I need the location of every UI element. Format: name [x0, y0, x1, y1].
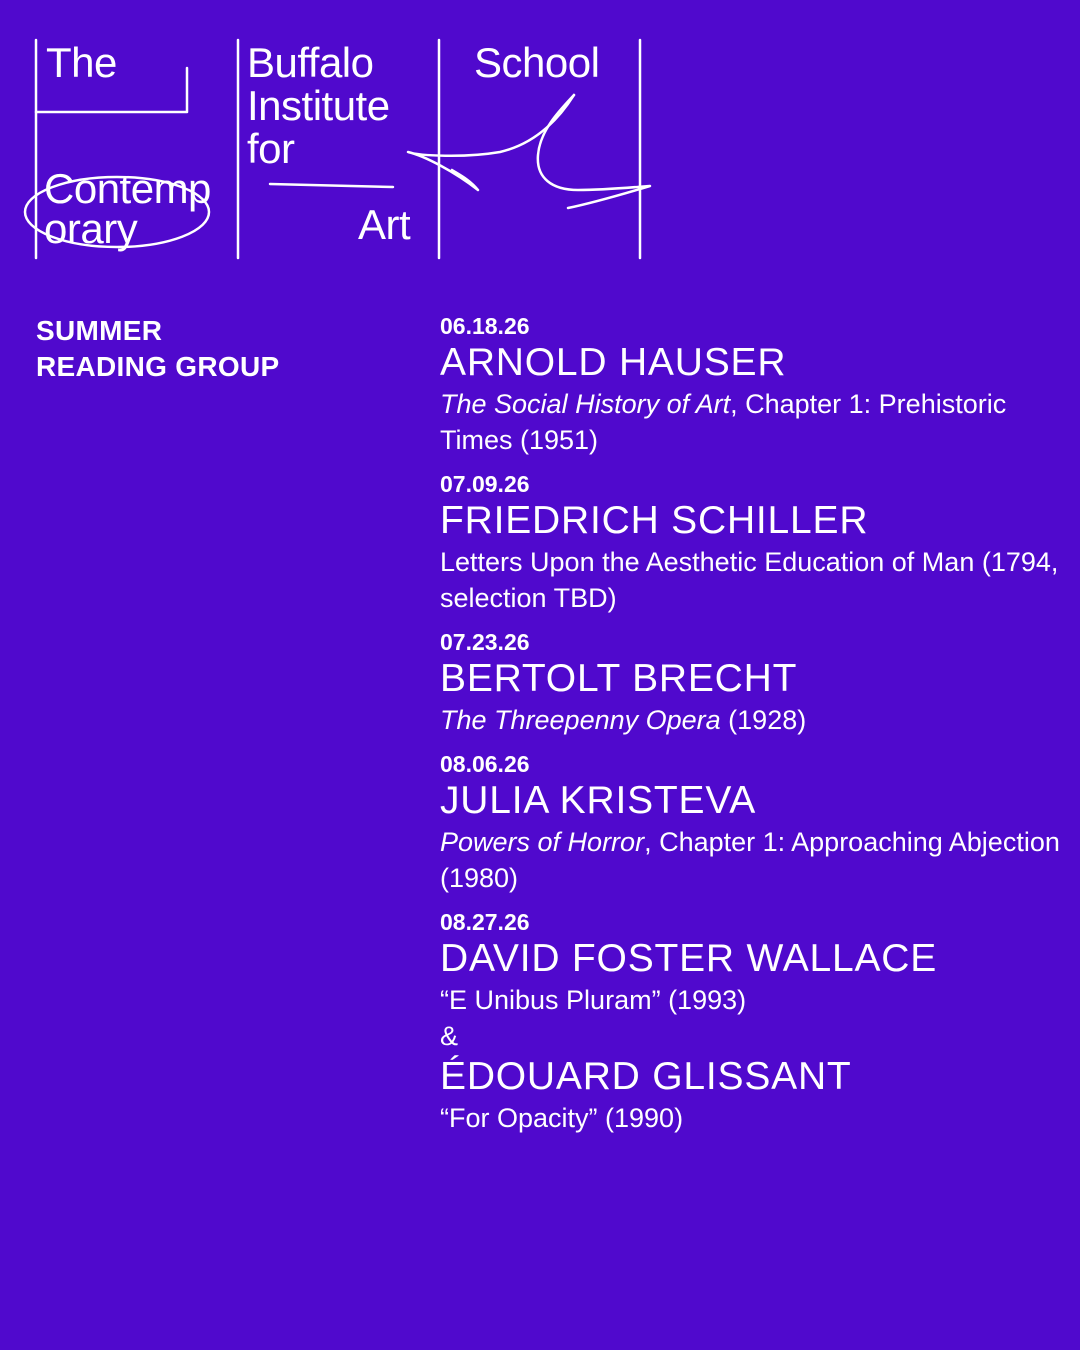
event-author: BERTOLT BRECHT	[440, 657, 798, 700]
reading-details: “E Unibus Pluram” (1993)	[440, 985, 747, 1015]
event-reading	[440, 824, 1060, 896]
event-author: JULIA KRISTEVA	[440, 779, 757, 822]
event-reading	[440, 982, 1060, 1018]
logo-institute: Institute	[247, 82, 390, 129]
reading-details: (1928)	[720, 705, 807, 735]
logo-art: Art	[358, 201, 411, 248]
reading-schedule	[440, 312, 1060, 1148]
event-1	[440, 312, 1060, 458]
reading-details: , Chapter 1: Prehistoric Times (1951)	[440, 389, 1007, 455]
reading-title: The Social History of Art	[440, 389, 731, 419]
reading-details: Letters Upon the Aesthetic Education of Man (1794, selection TBD)	[440, 547, 1059, 613]
logo-for: for	[247, 125, 295, 172]
logo-buffalo: Buffalo	[247, 39, 374, 86]
logo-contemp: Contemp	[44, 165, 211, 212]
event-4	[440, 750, 1060, 896]
logo-the: The	[46, 39, 117, 86]
logo-orary: orary	[44, 205, 138, 252]
event-author-2: ÉDOUARD GLISSANT	[440, 1055, 852, 1098]
event-author: ARNOLD HAUSER	[440, 341, 787, 384]
event-date: 07.09.26	[440, 471, 530, 497]
event-reading	[440, 702, 1060, 738]
logo-school: School	[474, 39, 600, 86]
reading-details: , Chapter 1: Approaching Abjection (1980)	[440, 827, 1060, 893]
event-date: 07.23.26	[440, 629, 530, 655]
event-date: 08.06.26	[440, 751, 530, 777]
reading-title: Powers of Horror	[440, 827, 645, 857]
event-date: 08.27.26	[440, 909, 530, 935]
reading-title: The Threepenny Opera	[440, 705, 721, 735]
heading-line-1: SUMMER	[36, 315, 163, 346]
event-reading	[440, 544, 1060, 616]
ampersand: &	[440, 1021, 459, 1051]
event-author: FRIEDRICH SCHILLER	[440, 499, 869, 542]
event-5	[440, 908, 1060, 1136]
heading-line-2: READING GROUP	[36, 351, 280, 382]
event-reading-2: “For Opacity” (1990)	[440, 1103, 684, 1133]
event-date: 06.18.26	[440, 313, 530, 339]
institute-logo	[0, 0, 700, 280]
event-2	[440, 470, 1060, 616]
page-heading	[36, 313, 279, 385]
event-author: DAVID FOSTER WALLACE	[440, 937, 938, 980]
event-reading	[440, 386, 1060, 458]
event-3	[440, 628, 1060, 738]
